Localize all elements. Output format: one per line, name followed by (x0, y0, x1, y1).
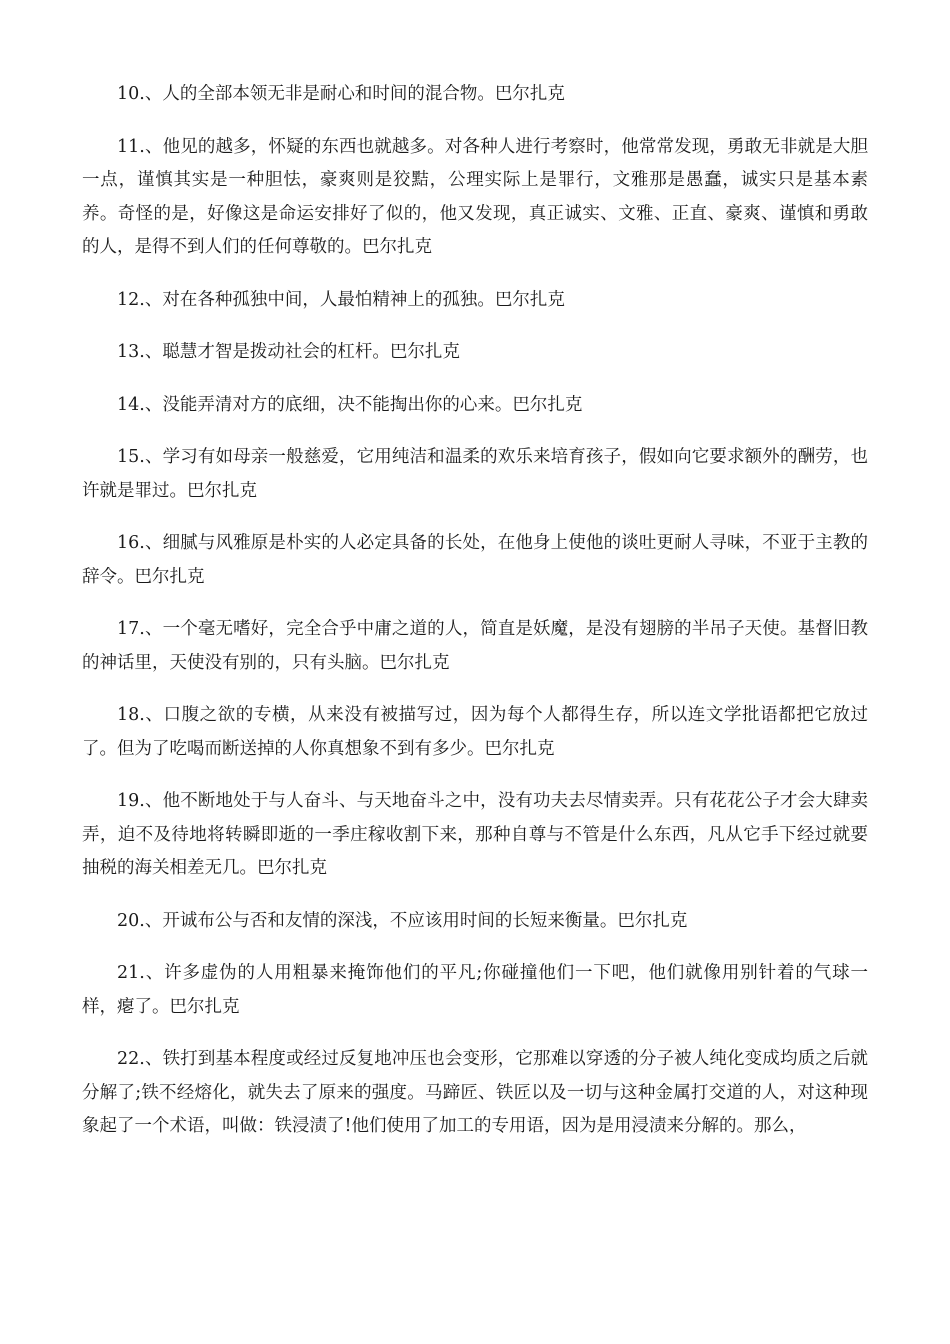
quote-paragraph-16: 16.、细腻与风雅原是朴实的人必定具备的长处，在他身上使他的谈吐更耐人寻味，不亚于主教的辞令。巴尔扎克 (82, 533, 868, 587)
quote-paragraph-20: 20.、开诚布公与否和友情的深浅，不应该用时间的长短来衡量。巴尔扎克 (117, 910, 688, 931)
quote-paragraph-19: 19.、他不断地处于与人奋斗、与天地奋斗之中，没有功夫去尽情卖弄。只有花花公子才会大肆卖弄，迫不及待地将转瞬即逝的一季庄稼收割下来，那种自尊与不管是什么东西，凡从它手下经过就要抽税的海关相差无几。巴尔扎克 (82, 791, 868, 878)
quote-paragraph-12: 12.、对在各种孤独中间，人最怕精神上的孤独。巴尔扎克 (117, 289, 565, 310)
quote-paragraph-11: 11.、他见的越多，怀疑的东西也就越多。对各种人进行考察时，他常常发现，勇敢无非就是大胆一点，谨慎其实是一种胆怯，豪爽则是狡黠，公理实际上是罪行，文雅那是愚蠢，诚实只是基本素养。奇怪的是，好像这是命运安排好了似的，他又发现，真正诚实、文雅、正直、豪爽、谨慎和勇敢的人，是得不到人们的任何尊敬的。巴尔扎克 (82, 136, 868, 257)
document-body (82, 78, 868, 1163)
quote-paragraph-18: 18.、口腹之欲的专横，从来没有被描写过，因为每个人都得生存，所以连文学批语都把它放过了。但为了吃喝而断送掉的人你真想象不到有多少。巴尔扎克 (82, 705, 868, 759)
quote-paragraph-13: 13.、聪慧才智是拨动社会的杠杆。巴尔扎克 (117, 342, 460, 362)
quote-paragraph-22: 22.、铁打到基本程度或经过反复地冲压也会变形，它那难以穿透的分子被人纯化变成均质之后就分解了;铁不经熔化，就失去了原来的强度。马蹄匠、铁匠以及一切与这种金属打交道的人，对这种现象起了一个术语，叫做：铁浸渍了!他们使用了加工的专用语，因为是用浸渍来分解的。那么， (82, 1049, 868, 1136)
quote-paragraph-10: 10.、人的全部本领无非是耐心和时间的混合物。巴尔扎克 (117, 84, 565, 104)
quote-paragraph-17: 17.、一个毫无嗜好，完全合乎中庸之道的人，简直是妖魔，是没有翅膀的半吊子天使。基督旧教的神话里，天使没有别的，只有头脑。巴尔扎克 (82, 619, 868, 673)
quote-paragraph-15: 15.、学习有如母亲一般慈爱，它用纯洁和温柔的欢乐来培育孩子，假如向它要求额外的酬劳，也许就是罪过。巴尔扎克 (82, 447, 868, 501)
quote-paragraph-21: 21.、许多虚伪的人用粗暴来掩饰他们的平凡;你碰撞他们一下吧，他们就像用别针着的气球一样，瘪了。巴尔扎克 (82, 963, 868, 1017)
quote-paragraph-14: 14.、没能弄清对方的底细，决不能掏出你的心来。巴尔扎克 (117, 394, 583, 415)
